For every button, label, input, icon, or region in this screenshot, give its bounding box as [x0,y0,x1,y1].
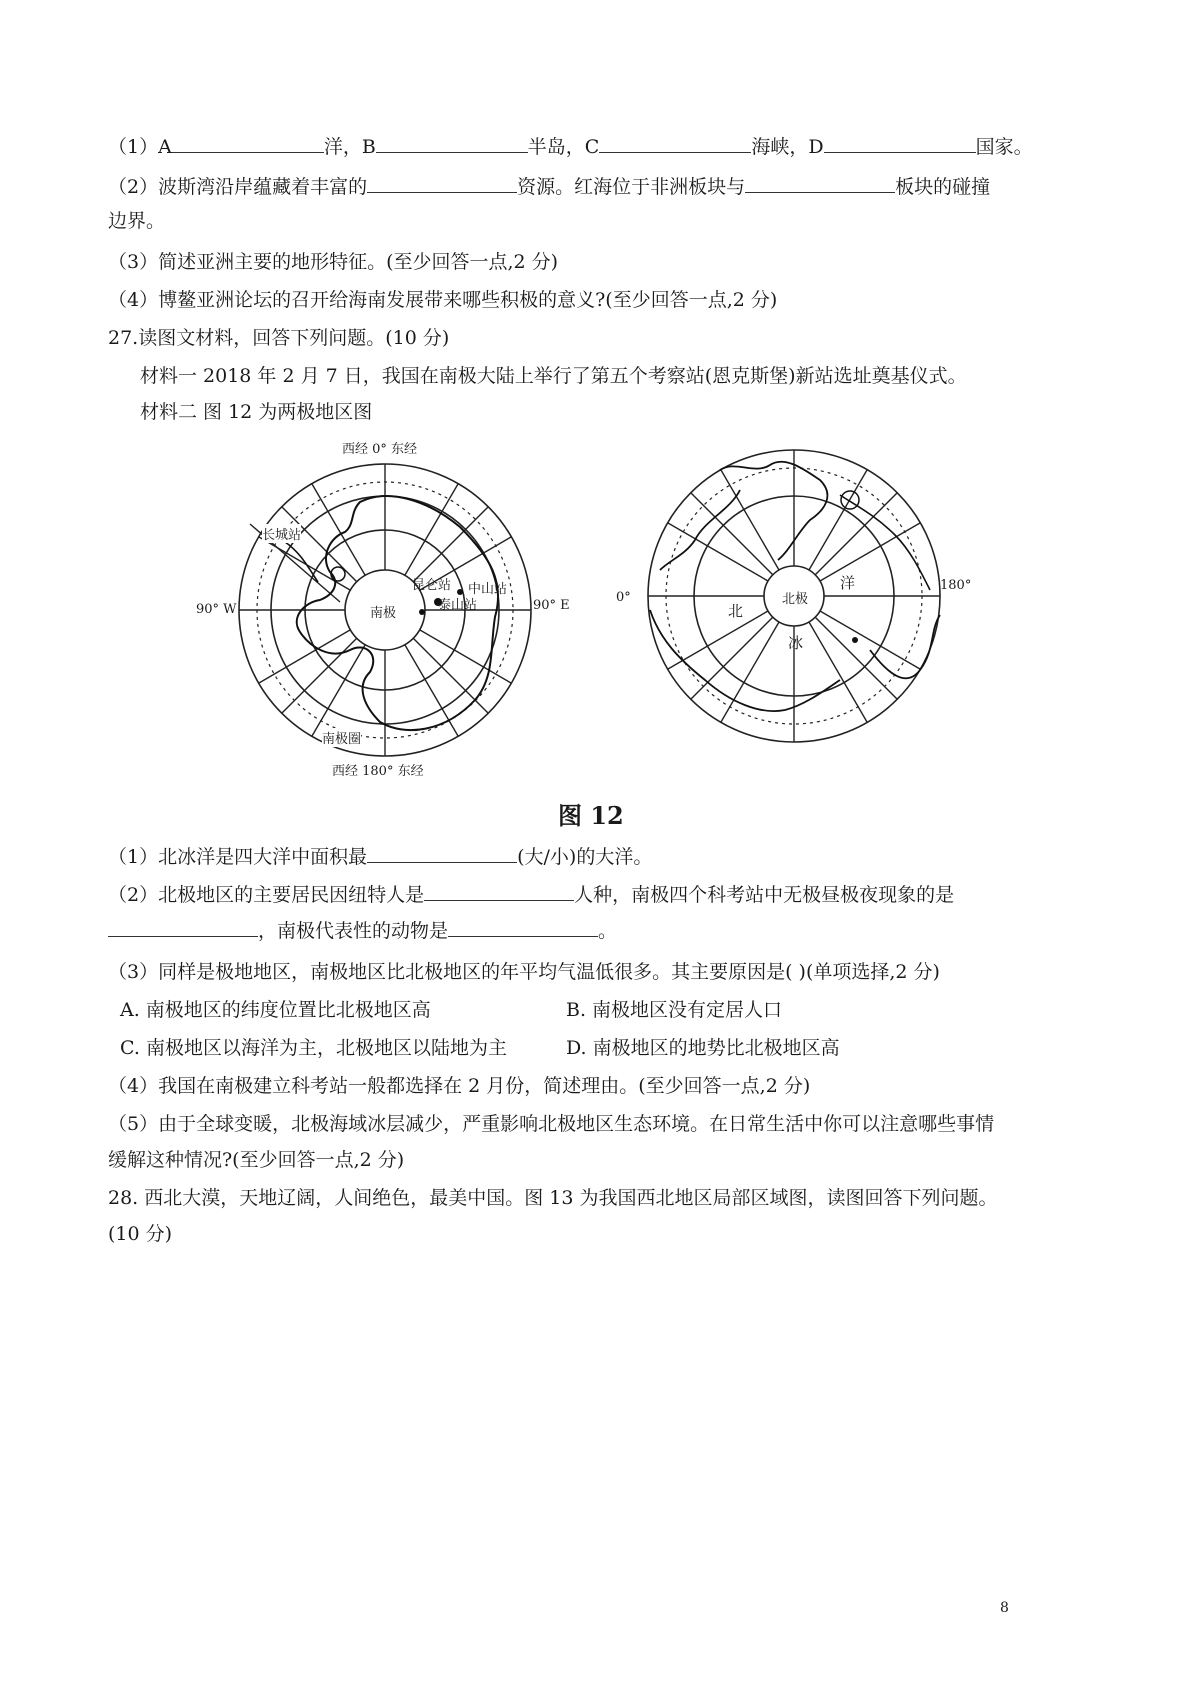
changcheng-station-label: 长城站 [262,524,301,543]
q27-option-c[interactable]: C. 南极地区以海洋为主，北极地区以陆地为主 [120,1037,507,1059]
answer-blank[interactable] [367,844,517,863]
q26-p2-a: （2）波斯湾沿岸蕴藏着丰富的 [108,176,368,198]
south-map-bottom-label: 西经 180° 东经 [332,764,424,779]
taishan-station-label: 泰山站 [438,598,478,613]
answer-blank[interactable] [108,918,258,937]
q27-p3: （3）同样是极地地区，南极地区比北极地区的年平均气温低很多。其主要原因是( )(单项选择,2 分) [108,961,940,983]
answer-blank[interactable] [376,134,528,153]
north-pole-label: 北极 [782,588,808,607]
q26-line2 [108,174,990,199]
q26-line2-cont: 边界。 [108,210,166,232]
q27-option-a[interactable]: A. 南极地区的纬度位置比北极地区高 [120,999,431,1021]
zhongshan-station-label: 中山站 [468,582,508,597]
q27-p1 [108,844,652,869]
page-number: 8 [1000,1600,1009,1616]
q27-option-b[interactable]: B. 南极地区没有定居人口 [566,999,783,1021]
q27-p1-a: （1）北冰洋是四大洋中面积最 [108,846,368,868]
q27-p1-b: (大/小)的大洋。 [517,846,653,868]
arctic-map-graphic [610,440,980,780]
answer-blank[interactable] [824,134,976,153]
south-map-right-label: 90° E [533,598,570,613]
q27-p2-b: 人种，南极四个科考站中无极昼极夜现象的是 [574,884,955,906]
q26-p1-d: 海峡，D [751,136,824,158]
q26-p1-a: （1）A [108,136,172,158]
kunlun-station-label: 昆仑站 [412,578,452,593]
north-map-left-label: 0° [616,590,631,605]
south-map-top-label: 西经 0° 东经 [342,442,418,457]
q27-p2-a: （2）北极地区的主要居民因纽特人是 [108,884,425,906]
answer-blank[interactable] [424,882,574,901]
q27-p5-cont: 缓解这种情况?(至少回答一点,2 分) [108,1149,405,1171]
arctic-ocean-char-1: 北 [728,602,744,620]
q26-p1-b: 洋，B [323,136,376,158]
antarctic-map [190,432,580,792]
q26-p2-b: 资源。红海位于非洲板块与 [517,176,746,198]
arctic-ocean-char-3: 洋 [840,574,856,592]
q28-title: 28. 西北大漠，天地辽阔，人间绝色，最美中国。图 13 为我国西北地区局部区域图，读图回答下列问题。 [108,1187,998,1209]
answer-blank[interactable] [599,134,751,153]
figure-12-caption: 图 12 [558,801,624,830]
q27-material-2: 材料二 图 12 为两极地区图 [140,401,373,423]
answer-blank[interactable] [745,174,895,193]
q26-p4: （4）博鳌亚洲论坛的召开给海南发展带来哪些积极的意义?(至少回答一点,2 分) [108,289,778,311]
q26-line1 [108,134,1033,159]
q27-option-d[interactable]: D. 南极地区的地势比北极地区高 [566,1037,840,1059]
north-map-right-label: 180° [940,578,972,593]
q26-p3: （3）简述亚洲主要的地形特征。(至少回答一点,2 分) [108,251,559,273]
q27-title: 27.读图文材料，回答下列问题。(10 分) [108,327,450,349]
answer-blank[interactable] [448,918,598,937]
south-pole-label: 南极 [370,602,396,621]
q27-material-1: 材料一 2018 年 2 月 7 日，我国在南极大陆上举行了第五个考察站(恩克斯堡)新站选址奠基仪式。 [140,365,967,387]
q27-p2-c: ，南极代表性的动物是 [258,920,449,942]
arctic-map [610,440,980,780]
q27-p4: （4）我国在南极建立科考站一般都选择在 2 月份，简述理由。(至少回答一点,2 分) [108,1075,811,1097]
q26-p2-c: 板块的碰撞 [895,176,991,198]
south-map-left-label: 90° W [196,602,237,617]
q27-p2-cont [108,918,617,943]
q26-p1-e: 国家。 [975,136,1033,158]
answer-blank[interactable] [367,174,517,193]
antarctic-circle-label: 南极圈 [322,728,361,747]
arctic-ocean-char-2: 冰 [788,634,804,652]
q26-p1-c: 半岛，C [527,136,600,158]
q27-p2 [108,882,954,907]
q28-score: (10 分) [108,1223,173,1245]
answer-blank[interactable] [172,134,324,153]
q27-p5: （5）由于全球变暖，北极海域冰层减少，严重影响北极地区生态环境。在日常生活中你可以注意哪些事情 [108,1113,995,1135]
q27-p2-d: 。 [598,920,618,942]
